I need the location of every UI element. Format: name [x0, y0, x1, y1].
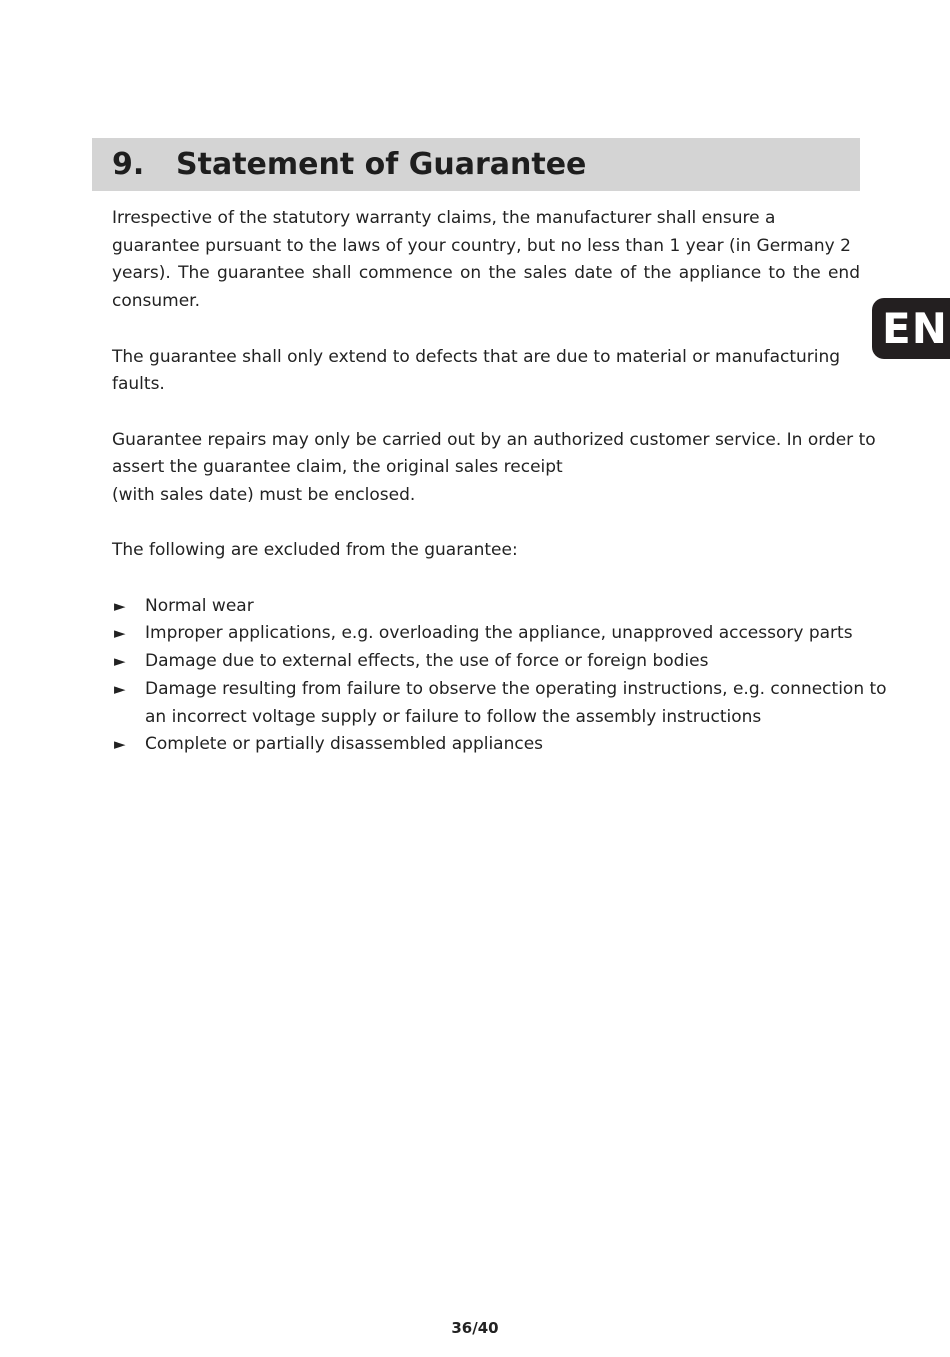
bullet-arrow-icon: ► — [114, 624, 126, 643]
text-line: assert the guarantee claim, the original sales receipt — [112, 457, 563, 478]
section-number: 9. — [112, 147, 145, 182]
list-item-text: an incorrect voltage supply or failure to follow the assembly instructions — [145, 706, 762, 727]
list-item-text: Damage resulting from failure to observe the operating instructions, e.g. connection to — [145, 678, 887, 699]
list-item — [112, 648, 860, 676]
paragraph-statutory-warranty — [112, 205, 860, 316]
bullet-arrow-icon: ► — [114, 679, 126, 698]
text-line: Irrespective of the statutory warranty claims, the manufacturer shall ensure a — [112, 208, 776, 228]
list-item — [112, 731, 860, 759]
section-heading-bar — [92, 138, 860, 191]
language-tab — [872, 298, 950, 359]
list-item — [112, 676, 887, 731]
language-tab-label: EN — [882, 304, 948, 353]
text-line: years). The guarantee shall commence on the sales date of the appliance to the end — [112, 263, 860, 284]
text-line: consumer. — [112, 291, 201, 312]
text-line: The guarantee shall only extend to defects that are due to material or manufacturing — [112, 346, 841, 367]
section-title: Statement of Guarantee — [176, 147, 587, 182]
list-item-text: Damage due to external effects, the use of force or foreign bodies — [145, 651, 709, 672]
text-line: faults. — [112, 374, 165, 395]
text-line: Guarantee repairs may only be carried out by an authorized customer service. In order to — [112, 429, 876, 450]
text-line: The following are excluded from the guarantee: — [112, 540, 518, 561]
exclusions-list — [112, 593, 887, 759]
bullet-arrow-icon: ► — [114, 735, 126, 754]
paragraph-exclusions-intro — [112, 537, 860, 565]
page-number: 36/40 — [451, 1319, 499, 1337]
list-item — [112, 593, 860, 621]
list-item-text: Improper applications, e.g. overloading the appliance, unapproved accessory parts — [145, 623, 853, 644]
text-line: (with sales date) must be enclosed. — [112, 485, 416, 505]
list-item-text: Complete or partially disassembled appliances — [145, 734, 544, 755]
list-item-text: Normal wear — [145, 595, 254, 616]
list-item — [112, 620, 860, 648]
paragraph-defect-scope — [112, 344, 860, 399]
body-content — [112, 205, 887, 759]
bullet-arrow-icon: ► — [114, 652, 126, 671]
paragraph-repairs — [112, 427, 876, 510]
bullet-arrow-icon: ► — [114, 596, 126, 615]
text-line: guarantee pursuant to the laws of your country, but no less than 1 year (in Germany 2 — [112, 235, 851, 256]
